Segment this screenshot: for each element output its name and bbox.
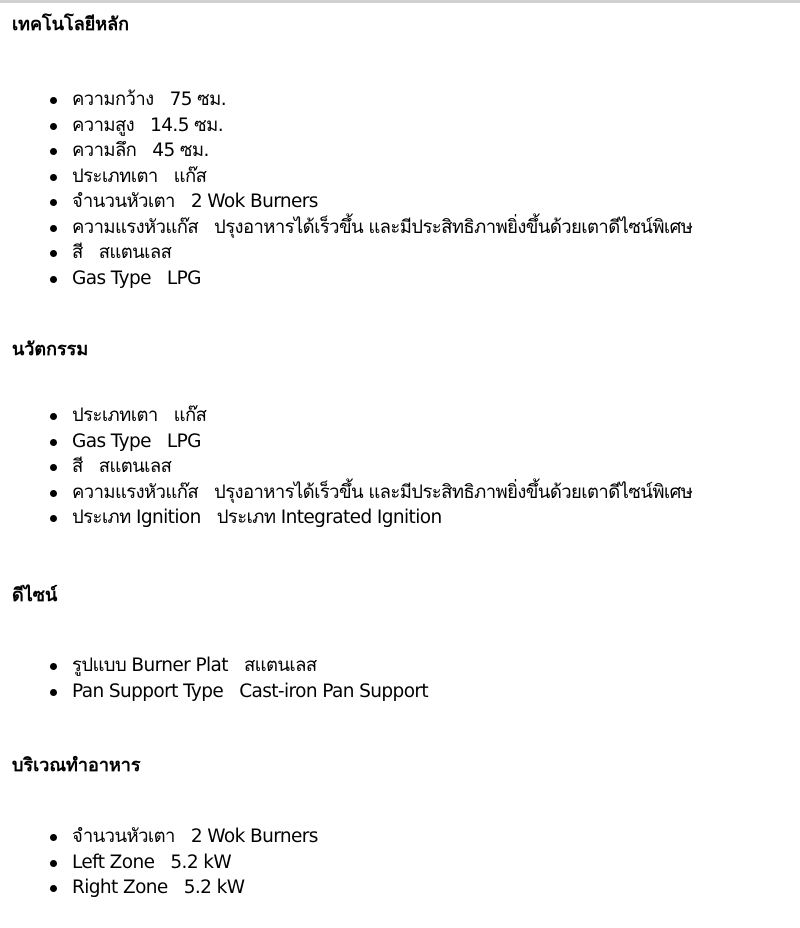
bullet-icon — [50, 148, 57, 155]
bullet-icon — [50, 174, 57, 181]
spec-label: Left Zone — [72, 851, 155, 873]
spec-label: ความกว้าง — [72, 89, 154, 110]
bullet-icon — [50, 413, 57, 420]
spec-value: 5.2 kW — [170, 851, 232, 873]
spec-value: 2 Wok Burners — [190, 191, 318, 212]
bullet-icon — [50, 834, 57, 841]
bullet-icon — [50, 464, 57, 471]
spec-label: จำนวนหัวเตา — [72, 191, 175, 212]
list-item — [0, 403, 692, 429]
bullet-icon — [50, 225, 57, 232]
spec-list — [0, 87, 692, 291]
top-border — [0, 0, 800, 3]
list-item — [0, 875, 318, 901]
list-item — [0, 824, 318, 850]
spec-value: Cast-iron Pan Support — [239, 680, 429, 702]
spec-value: 5.2 kW — [183, 877, 245, 898]
list-item — [0, 164, 692, 190]
list-item — [0, 189, 692, 215]
list-item — [0, 113, 692, 139]
section-heading: นวัตกรรม — [12, 339, 89, 360]
list-item — [0, 454, 692, 480]
spec-label: Pan Support Type — [72, 680, 224, 702]
spec-value: LPG — [166, 430, 201, 452]
spec-label: ประเภทเตา — [72, 165, 158, 187]
section-heading: บริเวณทำอาหาร — [12, 755, 141, 776]
bullet-icon — [50, 515, 57, 522]
spec-value: สแตนเลส — [98, 242, 172, 263]
spec-value: ประเภท Integrated Ignition — [216, 507, 442, 528]
bullet-icon — [50, 490, 57, 497]
spec-value: ปรุงอาหารได้เร็วขึ้น และมีประสิทธิภาพยิ่งขึ้นด้วยเตาดีไซน์พิเศษ — [214, 216, 693, 238]
section-heading: ดีไซน์ — [12, 585, 58, 606]
spec-value: สแตนเลส — [243, 655, 317, 676]
bullet-icon — [50, 97, 57, 104]
spec-label: Gas Type — [72, 430, 151, 452]
spec-value: LPG — [166, 267, 201, 289]
spec-label: Gas Type — [72, 267, 151, 289]
bullet-icon — [50, 199, 57, 206]
spec-list — [0, 403, 692, 531]
list-item — [0, 679, 428, 705]
spec-label: ประเภท Ignition — [72, 507, 201, 528]
spec-label: ประเภทเตา — [72, 405, 158, 426]
spec-value: แก๊ส — [173, 405, 207, 426]
bullet-icon — [50, 276, 57, 283]
bullet-icon — [50, 663, 57, 670]
spec-label: ความลึก — [72, 140, 137, 161]
spec-label: สี — [72, 242, 83, 263]
spec-list — [0, 653, 428, 704]
list-item — [0, 87, 692, 113]
spec-value: 2 Wok Burners — [190, 826, 318, 847]
spec-label: ความแรงหัวแก๊ส — [72, 481, 199, 503]
spec-value: แก๊ส — [173, 165, 207, 187]
spec-label: จำนวนหัวเตา — [72, 826, 175, 847]
list-item — [0, 429, 692, 455]
spec-value: 45 ซม. — [152, 140, 209, 161]
bullet-icon — [50, 439, 57, 446]
bullet-icon — [50, 689, 57, 696]
list-item — [0, 850, 318, 876]
bullet-icon — [50, 250, 57, 257]
list-item — [0, 505, 692, 531]
spec-value: 75 ซม. — [169, 89, 227, 110]
section-heading: เทคโนโลยีหลัก — [12, 14, 130, 35]
list-item — [0, 215, 692, 241]
spec-label: ความสูง — [72, 114, 135, 136]
spec-value: ปรุงอาหารได้เร็วขึ้น และมีประสิทธิภาพยิ่งขึ้นด้วยเตาดีไซน์พิเศษ — [214, 481, 693, 503]
list-item — [0, 266, 692, 292]
spec-value: สแตนเลส — [98, 456, 172, 477]
spec-label: Right Zone — [72, 877, 168, 898]
bullet-icon — [50, 885, 57, 892]
bullet-icon — [50, 123, 57, 130]
spec-label: รูปแบบ Burner Plat — [72, 655, 228, 676]
list-item — [0, 138, 692, 164]
spec-label: สี — [72, 456, 83, 477]
bullet-icon — [50, 860, 57, 867]
list-item — [0, 480, 692, 506]
list-item — [0, 653, 428, 679]
spec-value: 14.5 ซม. — [150, 114, 223, 136]
list-item — [0, 240, 692, 266]
spec-list — [0, 824, 318, 901]
spec-label: ความแรงหัวแก๊ส — [72, 216, 199, 238]
